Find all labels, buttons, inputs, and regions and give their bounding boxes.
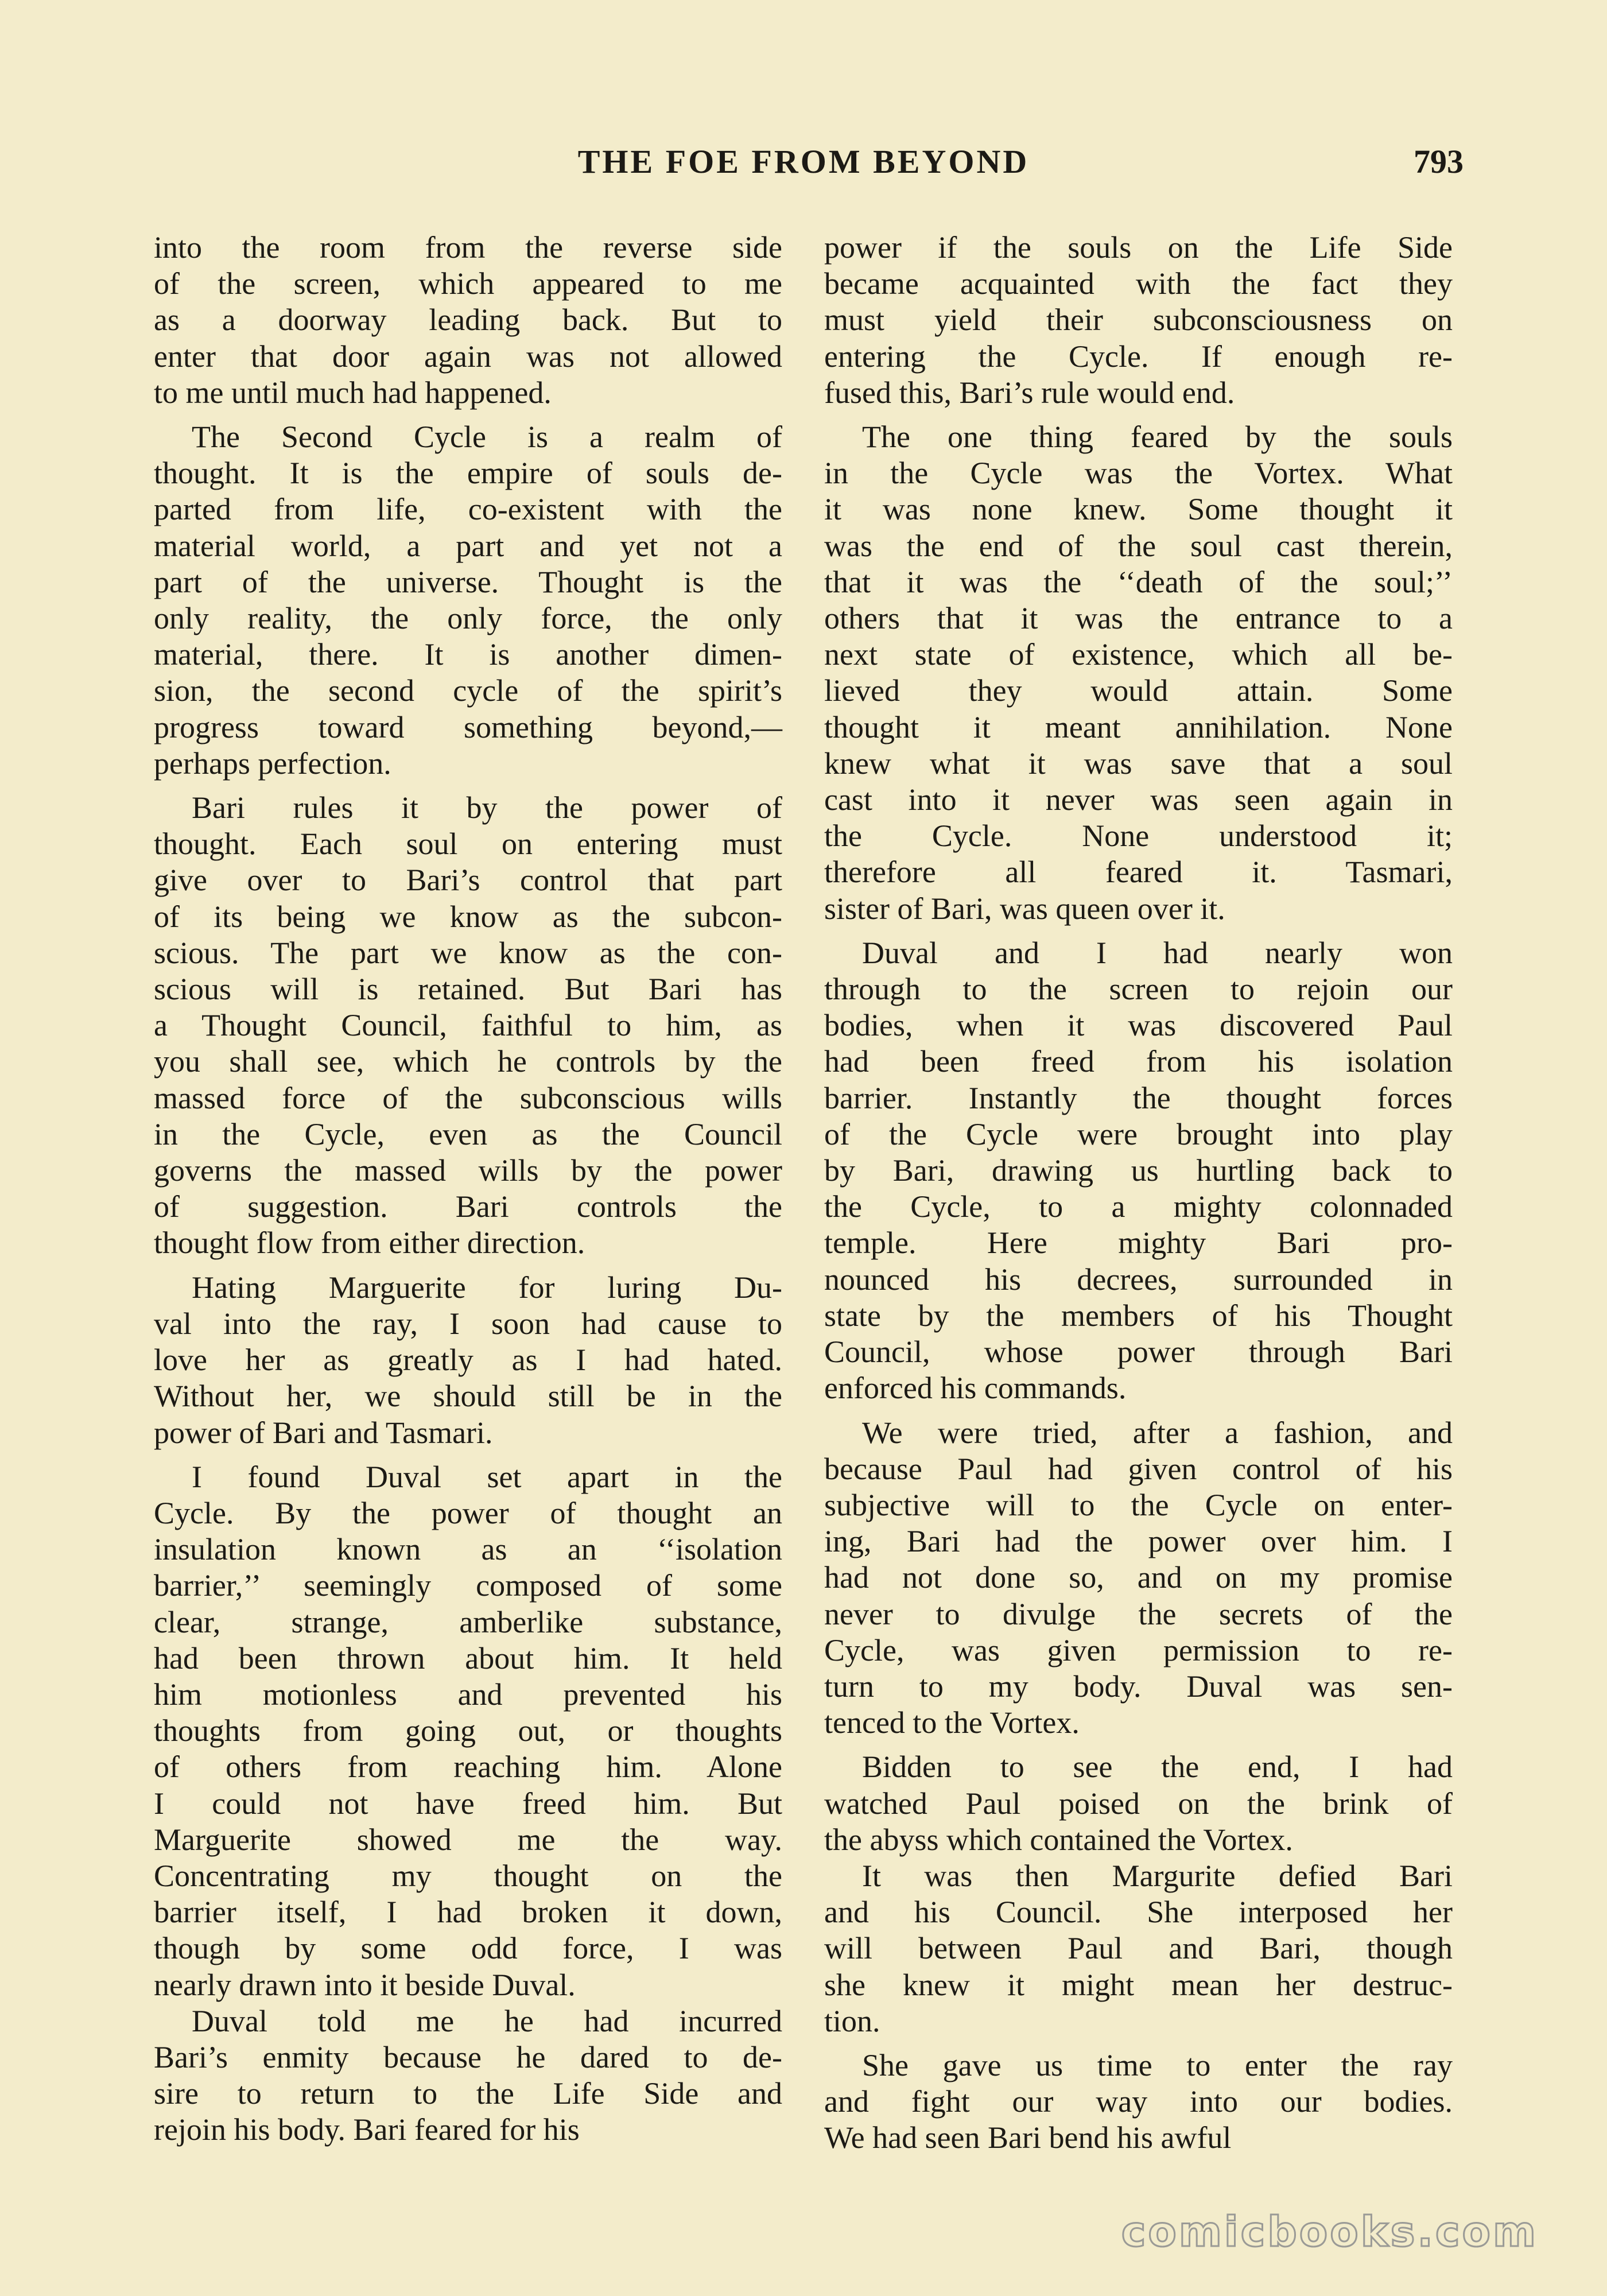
text-line: thought. It is the empire of souls de- <box>154 456 782 491</box>
text-line: the Cycle. None understood it; <box>824 819 1453 854</box>
text-line: had not done so, and on my promise <box>824 1560 1453 1595</box>
text-line: only reality, the only force, the only <box>154 601 782 636</box>
text-line: The Second Cycle is a realm of <box>192 420 782 455</box>
text-line: Concentrating my thought on the <box>154 1858 782 1893</box>
text-line: was the end of the soul cast therein, <box>824 528 1453 563</box>
text-line: thoughts from going out, or thoughts <box>154 1713 782 1748</box>
paragraph <box>824 419 1453 927</box>
text-line: of the Cycle were brought into play <box>824 1116 1453 1151</box>
text-line: next state of existence, which all be- <box>824 637 1453 672</box>
text-line: barrier itself, I had broken it down, <box>154 1895 782 1930</box>
text-line: in the Cycle was the Vortex. What <box>824 456 1453 491</box>
paragraph <box>154 1459 782 2003</box>
paragraph <box>824 1415 1453 1742</box>
paragraph <box>154 2003 782 2148</box>
text-line: massed force of the subconscious wills <box>154 1080 782 1115</box>
text-line: that it was the ‘‘death of the soul;’’ <box>824 564 1453 599</box>
text-line: scious will is retained. But Bari has <box>154 972 782 1007</box>
text-line: into the room from the reverse side <box>154 230 782 265</box>
text-line: fused this, Bari’s rule would end. <box>824 375 1235 410</box>
text-line: The one thing feared by the souls <box>862 420 1453 455</box>
paragraph <box>154 230 782 411</box>
text-line: insulation known as an ‘‘isolation <box>154 1532 782 1567</box>
text-line: Duval and I had nearly won <box>862 935 1453 970</box>
text-line: of suggestion. Bari controls the <box>154 1189 782 1224</box>
paragraph <box>154 1270 782 1451</box>
text-line: Duval told me he had incurred <box>192 2003 782 2038</box>
text-line: Cycle. By the power of thought an <box>154 1495 782 1530</box>
text-line: in the Cycle, even as the Council <box>154 1116 782 1151</box>
page-number: 793 <box>1414 143 1464 180</box>
text-line: nounced his decrees, surrounded in <box>824 1262 1453 1297</box>
text-line: thought. Each soul on entering must <box>154 827 782 862</box>
text-line: entering the Cycle. If enough re- <box>824 339 1453 374</box>
text-line: I could not have freed him. But <box>154 1786 782 1821</box>
text-line: a Thought Council, faithful to him, as <box>154 1008 782 1043</box>
text-line: thought flow from either direction. <box>154 1225 585 1261</box>
text-line: through to the screen to rejoin our <box>824 972 1453 1007</box>
text-line: enforced his commands. <box>824 1371 1127 1406</box>
text-line: perhaps perfection. <box>154 746 391 781</box>
text-line: lieved they would attain. Some <box>824 673 1453 708</box>
text-line: Bari’s enmity because he dared to de- <box>154 2039 782 2074</box>
text-line: nearly drawn into it beside Duval. <box>154 1967 576 2002</box>
text-line: Bidden to see the end, I had <box>862 1750 1453 1785</box>
text-line: Without her, we should still be in the <box>154 1379 782 1414</box>
text-line: and his Council. She interposed her <box>824 1895 1453 1930</box>
text-line: to me until much had happened. <box>154 375 552 410</box>
text-line: It was then Margurite defied Bari <box>862 1858 1453 1893</box>
text-line: scious. The part we know as the con- <box>154 935 782 970</box>
text-line: as a doorway leading back. But to <box>154 302 782 338</box>
text-line: parted from life, co-existent with the <box>154 492 782 527</box>
text-line: others that it was the entrance to a <box>824 601 1453 636</box>
text-line: it was none knew. Some thought it <box>824 492 1453 527</box>
paragraph <box>824 2047 1453 2157</box>
running-header <box>143 142 1464 188</box>
text-line: because Paul had given control of his <box>824 1451 1453 1486</box>
text-line: progress toward something beyond,— <box>154 709 782 744</box>
text-line: state by the members of his Thought <box>824 1298 1453 1333</box>
text-line: Hating Marguerite for luring Du- <box>192 1270 782 1305</box>
text-line: clear, strange, amberlike substance, <box>154 1604 782 1639</box>
text-line: power if the souls on the Life Side <box>824 230 1453 265</box>
watermark: comicbooks.com <box>1121 2208 1538 2256</box>
text-line: material world, a part and yet not a <box>154 528 782 563</box>
text-line: must yield their subconsciousness on <box>824 302 1453 338</box>
text-line: became acquainted with the fact they <box>824 266 1453 301</box>
text-line: material, there. It is another dimen- <box>154 637 782 672</box>
text-line: ing, Bari had the power over him. I <box>824 1524 1453 1559</box>
text-line: Bari rules it by the power of <box>192 790 782 825</box>
text-line: give over to Bari’s control that part <box>154 863 782 898</box>
text-line: the abyss which contained the Vortex. <box>824 1822 1293 1857</box>
paragraph <box>154 419 782 782</box>
text-line: We were tried, after a fashion, and <box>862 1415 1453 1450</box>
text-line: thought it meant annihilation. None <box>824 709 1453 744</box>
text-line: therefore all feared it. Tasmari, <box>824 855 1453 890</box>
text-line: of others from reaching him. Alone <box>154 1750 782 1785</box>
text-line: val into the ray, I soon had cause to <box>154 1306 782 1341</box>
text-line: had been thrown about him. It held <box>154 1640 782 1676</box>
text-line: knew what it was save that a soul <box>824 746 1453 781</box>
text-line: will between Paul and Bari, though <box>824 1931 1453 1966</box>
text-line: I found Duval set apart in the <box>192 1459 782 1494</box>
text-line: She gave us time to enter the ray <box>862 2047 1453 2082</box>
text-line: governs the massed wills by the power <box>154 1153 782 1188</box>
text-column-right <box>824 230 1453 2165</box>
text-line: cast into it never was seen again in <box>824 782 1453 817</box>
text-line: him motionless and prevented his <box>154 1677 782 1712</box>
text-line: subjective will to the Cycle on enter- <box>824 1487 1453 1522</box>
text-line: Council, whose power through Bari <box>824 1335 1453 1370</box>
text-line: sister of Bari, was queen over it. <box>824 891 1225 926</box>
text-line: We had seen Bari bend his awful <box>824 2120 1232 2155</box>
text-line: tion. <box>824 2003 880 2038</box>
text-line: sire to return to the Life Side and <box>154 2076 782 2111</box>
text-line: she knew it might mean her destruc- <box>824 1967 1453 2002</box>
text-line: the Cycle, to a mighty colonnaded <box>824 1189 1453 1224</box>
text-line: barrier,’’ seemingly composed of some <box>154 1568 782 1603</box>
text-line: of the screen, which appeared to me <box>154 266 782 301</box>
text-column-left <box>154 230 782 2157</box>
paragraph <box>824 230 1453 411</box>
paragraph <box>824 935 1453 1407</box>
text-line: tenced to the Vortex. <box>824 1705 1080 1740</box>
text-line: by Bari, drawing us hurtling back to <box>824 1153 1453 1188</box>
text-line: of its being we know as the subcon- <box>154 899 782 934</box>
text-line: love her as greatly as I had hated. <box>154 1343 782 1378</box>
text-line: Cycle, was given permission to re- <box>824 1632 1453 1667</box>
paragraph <box>154 790 782 1262</box>
text-line: sion, the second cycle of the spirit’s <box>154 673 782 708</box>
text-line: power of Bari and Tasmari. <box>154 1415 493 1450</box>
text-line: turn to my body. Duval was sen- <box>824 1669 1453 1704</box>
running-title: THE FOE FROM BEYOND <box>577 143 1030 180</box>
text-line: had been freed from his isolation <box>824 1044 1453 1079</box>
text-line: part of the universe. Thought is the <box>154 564 782 599</box>
text-line: though by some odd force, I was <box>154 1931 782 1966</box>
text-line: Marguerite showed me the way. <box>154 1822 782 1857</box>
text-line: bodies, when it was discovered Paul <box>824 1008 1453 1043</box>
paragraph <box>824 1858 1453 2039</box>
text-line: watched Paul poised on the brink of <box>824 1786 1453 1821</box>
text-line: and fight our way into our bodies. <box>824 2084 1453 2119</box>
text-line: never to divulge the secrets of the <box>824 1596 1453 1631</box>
text-line: rejoin his body. Bari feared for his <box>154 2112 580 2147</box>
text-line: enter that door again was not allowed <box>154 339 782 374</box>
text-line: you shall see, which he controls by the <box>154 1044 782 1079</box>
text-line: barrier. Instantly the thought forces <box>824 1080 1453 1115</box>
paragraph <box>824 1749 1453 1858</box>
text-line: temple. Here mighty Bari pro- <box>824 1225 1453 1261</box>
